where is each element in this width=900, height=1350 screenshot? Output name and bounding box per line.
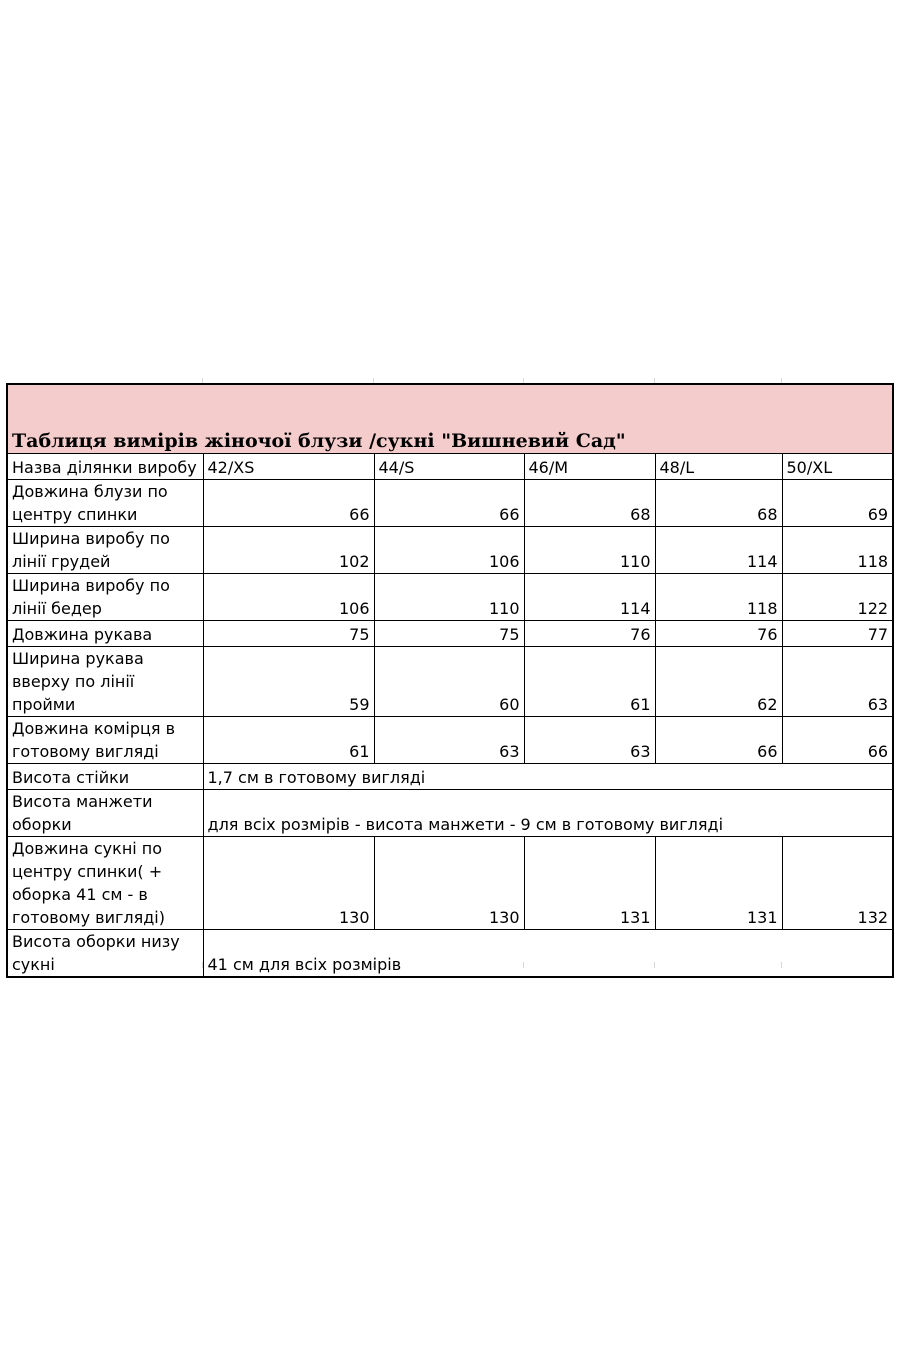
row-label: Довжина блузи по центру спинки [7,480,203,527]
measurement-cell: 66 [655,717,782,764]
measurement-cell: 106 [374,527,524,574]
measurement-cell: 75 [374,621,524,647]
table-header-row [7,454,893,480]
measurement-cell: 60 [374,647,524,717]
row-label: Довжина сукні по центру спинки( + оборка 41 см - в готовому вигляді) [7,837,203,930]
row-label: Ширина рукава вверху по лінії пройми [7,647,203,717]
measurement-cell: 61 [203,717,374,764]
measurement-cell: 75 [203,621,374,647]
row-label: Довжина рукава [7,621,203,647]
measurement-cell: 130 [203,837,374,930]
table-row [7,574,893,621]
row-label: Висота стійки [7,764,203,790]
table-row [7,790,893,837]
measurement-cell: 118 [655,574,782,621]
note-cell: 41 см для всіх розмірів [203,930,893,978]
measurement-cell: 114 [524,574,655,621]
measurement-cell: 131 [655,837,782,930]
measurement-cell: 68 [524,480,655,527]
measurement-cell: 68 [655,480,782,527]
measurement-cell: 63 [524,717,655,764]
size-header: 44/S [374,454,524,480]
measurement-cell: 131 [524,837,655,930]
measurement-cell: 118 [782,527,893,574]
measurement-cell: 69 [782,480,893,527]
table-row [7,480,893,527]
measurement-cell: 102 [203,527,374,574]
measurement-cell: 76 [655,621,782,647]
measurement-cell: 122 [782,574,893,621]
size-header: 42/XS [203,454,374,480]
table-title: Таблиця вимірів жіночої блузи /сукні "Вишневий Сад" [7,384,893,454]
measurement-cell: 59 [203,647,374,717]
measurement-cell: 110 [374,574,524,621]
measurement-cell: 66 [374,480,524,527]
measurement-cell: 132 [782,837,893,930]
row-label: Ширина виробу по лінії грудей [7,527,203,574]
table-row [7,930,893,978]
table-row [7,764,893,790]
measurement-cell: 110 [524,527,655,574]
table-row [7,647,893,717]
measurement-cell: 63 [374,717,524,764]
measurement-cell: 63 [782,647,893,717]
note-cell: для всіх розмірів - висота манжети - 9 см в готовому вигляді [203,790,893,837]
size-header: 50/XL [782,454,893,480]
measurement-cell: 76 [524,621,655,647]
measurement-cell: 77 [782,621,893,647]
note-cell: 1,7 см в готовому вигляді [203,764,893,790]
measurement-cell: 66 [203,480,374,527]
size-header: 48/L [655,454,782,480]
table-row [7,717,893,764]
row-label: Висота оборки низу сукні [7,930,203,978]
measurement-cell: 66 [782,717,893,764]
measurement-cell: 130 [374,837,524,930]
table-row [7,527,893,574]
size-chart-table [6,383,894,978]
table-row [7,837,893,930]
measurement-cell: 106 [203,574,374,621]
row-label: Довжина комірця в готовому вигляді [7,717,203,764]
header-label: Назва ділянки виробу [7,454,203,480]
size-header: 46/M [524,454,655,480]
measurement-cell: 114 [655,527,782,574]
row-label: Висота манжети оборки [7,790,203,837]
row-label: Ширина виробу по лінії бедер [7,574,203,621]
measurement-cell: 62 [655,647,782,717]
table-row [7,621,893,647]
measurement-cell: 61 [524,647,655,717]
